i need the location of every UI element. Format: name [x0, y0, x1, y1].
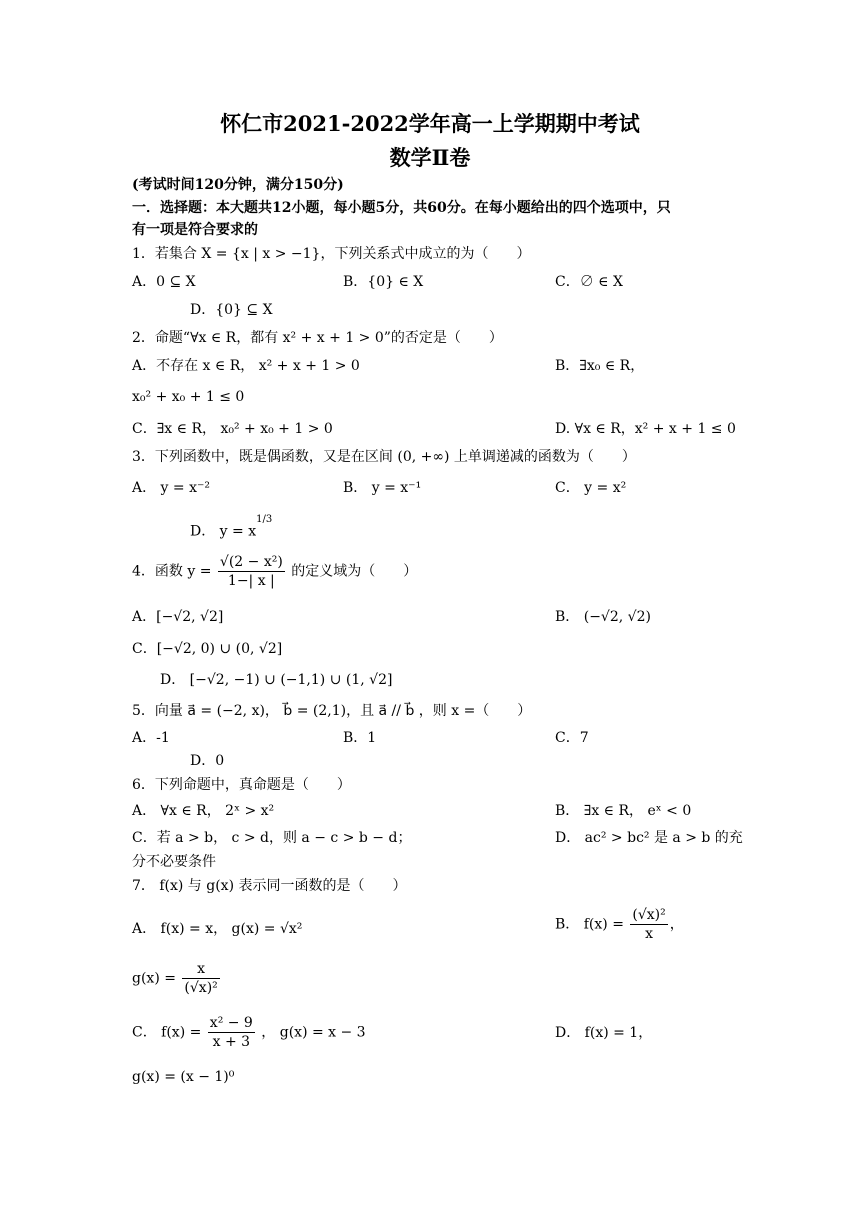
q4-fraction [218, 553, 285, 590]
section-heading-line1: 一．选择题：本大题共12小题，每小题5分，共60分。在每小题给出的四个选项中，只 [132, 200, 671, 216]
q5-option-b: B．1 [343, 730, 377, 746]
q4-fraction-denominator: 1−| x | [227, 573, 275, 589]
q7-option-b-numerator: (√x)² [632, 907, 666, 923]
q4-stem-pre: 4．函数 y = [132, 563, 212, 580]
q1-option-a: A．0 ⊆ X [132, 274, 196, 290]
exam-title: 怀仁市2021-2022学年高一上学期期中考试 [220, 111, 640, 136]
q5-stem: 5．向量 a⃗ = (−2, x)， b⃗ = (2,1)，且 a⃗ // b⃗ ，则 x =（ ） [132, 703, 532, 719]
q4-option-b: B． (−√2, √2) [555, 609, 651, 625]
q6-option-c: C．若 a > b， c > d，则 a − c > b − d； [132, 830, 412, 846]
q4-fraction-numerator: √(2 − x²) [219, 554, 283, 570]
q3-option-d-base: D． y = x [190, 523, 257, 540]
q4-stem [132, 553, 417, 590]
q3-option-d [190, 514, 273, 541]
q7-option-b-pre: B． f(x) = [555, 916, 624, 933]
q4-option-a: A．[−√2, √2] [132, 609, 224, 625]
q2-option-c: C．∃x ∈ R， x₀² + x₀ + 1 > 0 [132, 421, 333, 437]
q2-option-a: A．不存在 x ∈ R， x² + x + 1 > 0 [132, 358, 360, 374]
q7-option-d: D． f(x) = 1， [555, 1025, 653, 1041]
q7-option-c-numerator: x² − 9 [209, 1015, 253, 1031]
q7-option-b-cont-numerator: x [182, 960, 219, 979]
q2-option-d: D. ∀x ∈ R，x² + x + 1 ≤ 0 [555, 421, 736, 437]
q1-option-b: B．{0} ∈ X [343, 274, 424, 290]
q5-option-a: A．-1 [132, 730, 170, 746]
q4-option-d: D． [−√2, −1) ∪ (−1,1) ∪ (1, √2] [160, 672, 393, 688]
q3-option-b: B． y = x⁻¹ [343, 480, 422, 496]
q7-option-b-cont-pre: g(x) = [132, 970, 176, 987]
section-heading-line2: 有一项是符合要求的 [132, 222, 258, 238]
q7-option-b-fraction [630, 906, 667, 943]
q1-option-c: C．∅ ∈ X [555, 274, 623, 290]
q7-option-b-cont [132, 960, 222, 997]
q7-option-c [132, 1014, 366, 1051]
q4-option-c: C．[−√2, 0) ∪ (0, √2] [132, 641, 283, 657]
q7-option-c-denominator: x + 3 [212, 1034, 251, 1050]
q5-option-c: C．7 [555, 730, 589, 746]
q6-option-a: A． ∀x ∈ R， 2ˣ > x² [132, 803, 275, 819]
q2-option-b: B．∃x₀ ∈ R， [555, 358, 645, 374]
q7-option-b-denominator: x [645, 926, 653, 942]
q2-stem: 2．命题“∀x ∈ R，都有 x² + x + 1 > 0”的否定是（ ） [132, 330, 503, 346]
q1-option-d: D．{0} ⊆ X [190, 302, 273, 318]
q6-option-d-cont: 分不必要条件 [132, 854, 216, 870]
q6-option-b: B． ∃x ∈ R， eˣ < 0 [555, 803, 692, 819]
q1-stem: 1．若集合 X = {x | x > −1}，下列关系式中成立的为（ ） [132, 246, 531, 262]
q3-stem: 3．下列函数中，既是偶函数，又是在区间 (0, +∞) 上单调递减的函数为（ ） [132, 449, 636, 465]
q7-option-c-pre: C． f(x) = [132, 1024, 202, 1041]
q7-stem: 7． f(x) 与 g(x) 表示同一函数的是（ ） [132, 878, 407, 894]
exam-subtitle: 数学Ⅱ卷 [389, 145, 471, 170]
q3-option-c: C． y = x² [555, 480, 627, 496]
q7-option-c-fraction [208, 1014, 255, 1051]
q2-option-b-cont: x₀² + x₀ + 1 ≤ 0 [132, 389, 245, 405]
q7-option-b-cont-denominator: (√x)² [184, 980, 218, 996]
q7-option-c-post: ， g(x) = x − 3 [261, 1024, 366, 1041]
q7-option-b: B． f(x) = $\frac{\text{(√x)²}}{x}$ ， [555, 907, 684, 942]
q7-option-b-cont-fraction [182, 960, 219, 997]
q3-option-d-exponent: 1/3 [256, 514, 273, 525]
q7-option-a: A． f(x) = x， g(x) = √x² [132, 921, 303, 937]
q6-option-d: D． ac² > bc² 是 a > b 的充 [555, 830, 743, 846]
q3-option-a: A． y = x⁻² [132, 480, 210, 496]
q6-stem: 6．下列命题中，真命题是（ ） [132, 777, 351, 793]
q5-option-d: D．0 [190, 753, 225, 769]
q4-stem-post: 的定义域为（ ） [291, 563, 418, 580]
q7-option-d-cont: g(x) = (x − 1)⁰ [132, 1069, 235, 1085]
exam-meta: (考试时间120分钟，满分150分) [132, 177, 344, 193]
